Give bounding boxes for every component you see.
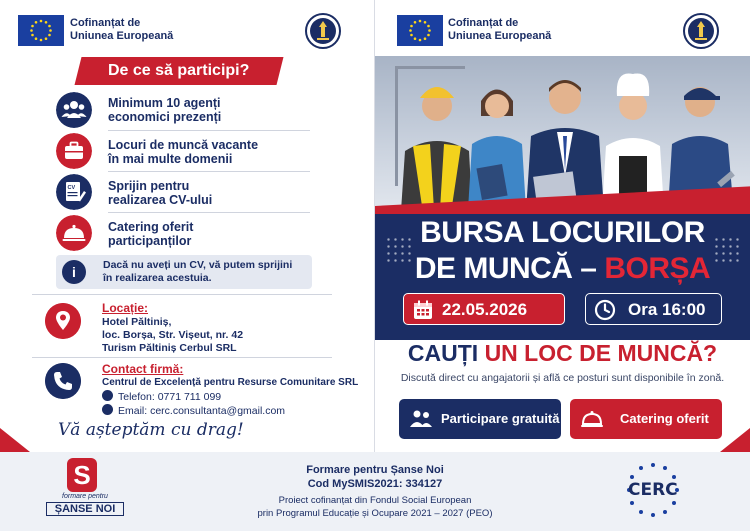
funding-line2: prin Programul Educație și Ocupare 2021 – 2027 (PEO) bbox=[257, 508, 493, 519]
benefit-item bbox=[56, 133, 311, 171]
welcome-message: Vă așteptăm cu drag! bbox=[58, 420, 244, 440]
cv-help-line2: în realizarea acestuia. bbox=[103, 272, 212, 284]
eu-flag-icon bbox=[18, 15, 64, 46]
sanse-noi-mark-icon: S bbox=[67, 458, 97, 492]
cloche-icon bbox=[56, 215, 92, 251]
people-icon bbox=[409, 408, 433, 430]
project-code: Cod MySMIS2021: 334127 bbox=[307, 478, 443, 490]
location-pin-icon bbox=[45, 303, 81, 339]
contact-title: Contact firmă: bbox=[102, 362, 184, 376]
contact-email: Email: cerc.consultanta@gmail.com bbox=[118, 405, 286, 417]
project-name: Formare pentru Șanse Noi bbox=[306, 464, 444, 476]
email-small-icon bbox=[102, 404, 113, 415]
cloche-icon bbox=[580, 408, 604, 430]
event-time: Ora 16:00 bbox=[628, 300, 706, 319]
location-title: Locație: bbox=[102, 301, 149, 315]
question-part-a: CAUȚI bbox=[407, 340, 485, 366]
event-title-part-a: DE MUNCĂ – bbox=[414, 252, 605, 285]
contact-email-row[interactable] bbox=[102, 404, 285, 417]
benefit-text bbox=[108, 96, 221, 124]
phone-small-icon bbox=[102, 390, 113, 401]
cofin-line1: Cofinanțat de bbox=[448, 17, 519, 29]
cv-help-text bbox=[103, 259, 308, 285]
free-participation-button[interactable] bbox=[399, 399, 561, 439]
info-icon: i bbox=[62, 260, 86, 284]
cv-icon bbox=[56, 174, 92, 210]
svg-text:CV: CV bbox=[67, 185, 76, 191]
benefit-divider bbox=[108, 130, 310, 131]
benefit-text bbox=[108, 220, 193, 248]
catering-label: Catering oferit bbox=[620, 411, 709, 426]
phone-icon bbox=[45, 363, 81, 399]
catering-button[interactable] bbox=[570, 399, 722, 439]
cofinanced-label bbox=[70, 17, 173, 43]
government-logo-icon bbox=[683, 13, 719, 49]
cerc-wordmark: CERC bbox=[628, 480, 678, 500]
event-time-badge bbox=[585, 293, 722, 325]
cofin-line2: Uniunea Europeană bbox=[70, 30, 174, 42]
section-divider bbox=[32, 357, 332, 358]
free-participation-label: Participare gratuită bbox=[441, 411, 560, 426]
section-divider bbox=[32, 294, 332, 295]
cofinanced-label bbox=[448, 17, 551, 43]
cofin-line1: Cofinanțat de bbox=[70, 17, 141, 29]
event-title-line2 bbox=[375, 252, 750, 286]
benefit-line1: Locuri de muncă vacante bbox=[108, 138, 259, 152]
location-line3: Turism Păltiniș Cerbul SRL bbox=[102, 342, 237, 354]
location-line2: loc. Borșa, Str. Vișeut, nr. 42 bbox=[102, 329, 244, 341]
people-icon bbox=[56, 92, 92, 128]
sanse-noi-logo bbox=[46, 458, 124, 518]
corner-accent-right bbox=[720, 428, 750, 452]
benefit-text bbox=[108, 179, 212, 207]
clock-icon bbox=[594, 299, 616, 321]
why-participate-title: De ce să participi? bbox=[108, 62, 250, 79]
contact-organization: Centrul de Excelență pentru Resurse Comunitare SRL bbox=[102, 377, 359, 388]
right-panel bbox=[375, 0, 750, 452]
benefit-line1: Sprijin pentru bbox=[108, 179, 190, 193]
why-participate-banner bbox=[75, 57, 284, 85]
location-line1: Hotel Păltiniș, bbox=[102, 316, 172, 328]
cv-help-line1: Dacă nu aveți un CV, vă putem sprijini bbox=[103, 259, 293, 271]
benefit-line2: în mai multe domenii bbox=[108, 152, 233, 166]
cofin-line2: Uniunea Europeană bbox=[448, 30, 552, 42]
event-title-town: BORȘA bbox=[604, 252, 711, 285]
funding-line1: Proiect cofinanțat din Fondul Social European bbox=[278, 495, 472, 506]
corner-accent-left bbox=[0, 428, 30, 452]
eu-flag-icon bbox=[397, 15, 443, 46]
sanse-noi-subtitle: formare pentru bbox=[62, 493, 108, 500]
calendar-icon bbox=[412, 299, 434, 321]
benefit-item bbox=[56, 215, 311, 253]
event-title-line1: BURSA LOCURILOR bbox=[420, 216, 705, 249]
job-question-heading bbox=[375, 340, 750, 367]
contact-phone: Telefon: 0771 711 099 bbox=[118, 391, 222, 403]
contact-phone-row[interactable] bbox=[102, 390, 221, 403]
benefit-item bbox=[56, 174, 311, 212]
benefit-line1: Catering oferit bbox=[108, 220, 194, 234]
cerc-logo bbox=[620, 460, 686, 520]
event-date-badge bbox=[403, 293, 565, 325]
question-part-b: UN LOC DE MUNCĂ? bbox=[484, 340, 718, 366]
cv-help-info-box bbox=[56, 255, 312, 289]
left-panel bbox=[0, 0, 375, 452]
benefit-divider bbox=[108, 212, 310, 213]
sanse-noi-title: ȘANSE NOI bbox=[46, 502, 124, 516]
briefcase-icon bbox=[56, 133, 92, 169]
benefit-text bbox=[108, 138, 258, 166]
benefit-divider bbox=[108, 171, 310, 172]
government-logo-icon bbox=[305, 13, 341, 49]
benefit-line2: participanților bbox=[108, 234, 192, 248]
benefit-line2: economici prezenți bbox=[108, 110, 222, 124]
benefit-item bbox=[56, 92, 311, 130]
event-date: 22.05.2026 bbox=[442, 300, 528, 319]
event-subtitle: Discută direct cu angajatorii și află ce posturi sunt disponibile în zonă. bbox=[400, 372, 725, 384]
benefit-line1: Minimum 10 agenți bbox=[108, 96, 221, 110]
benefit-line2: realizarea CV-ului bbox=[108, 193, 213, 207]
